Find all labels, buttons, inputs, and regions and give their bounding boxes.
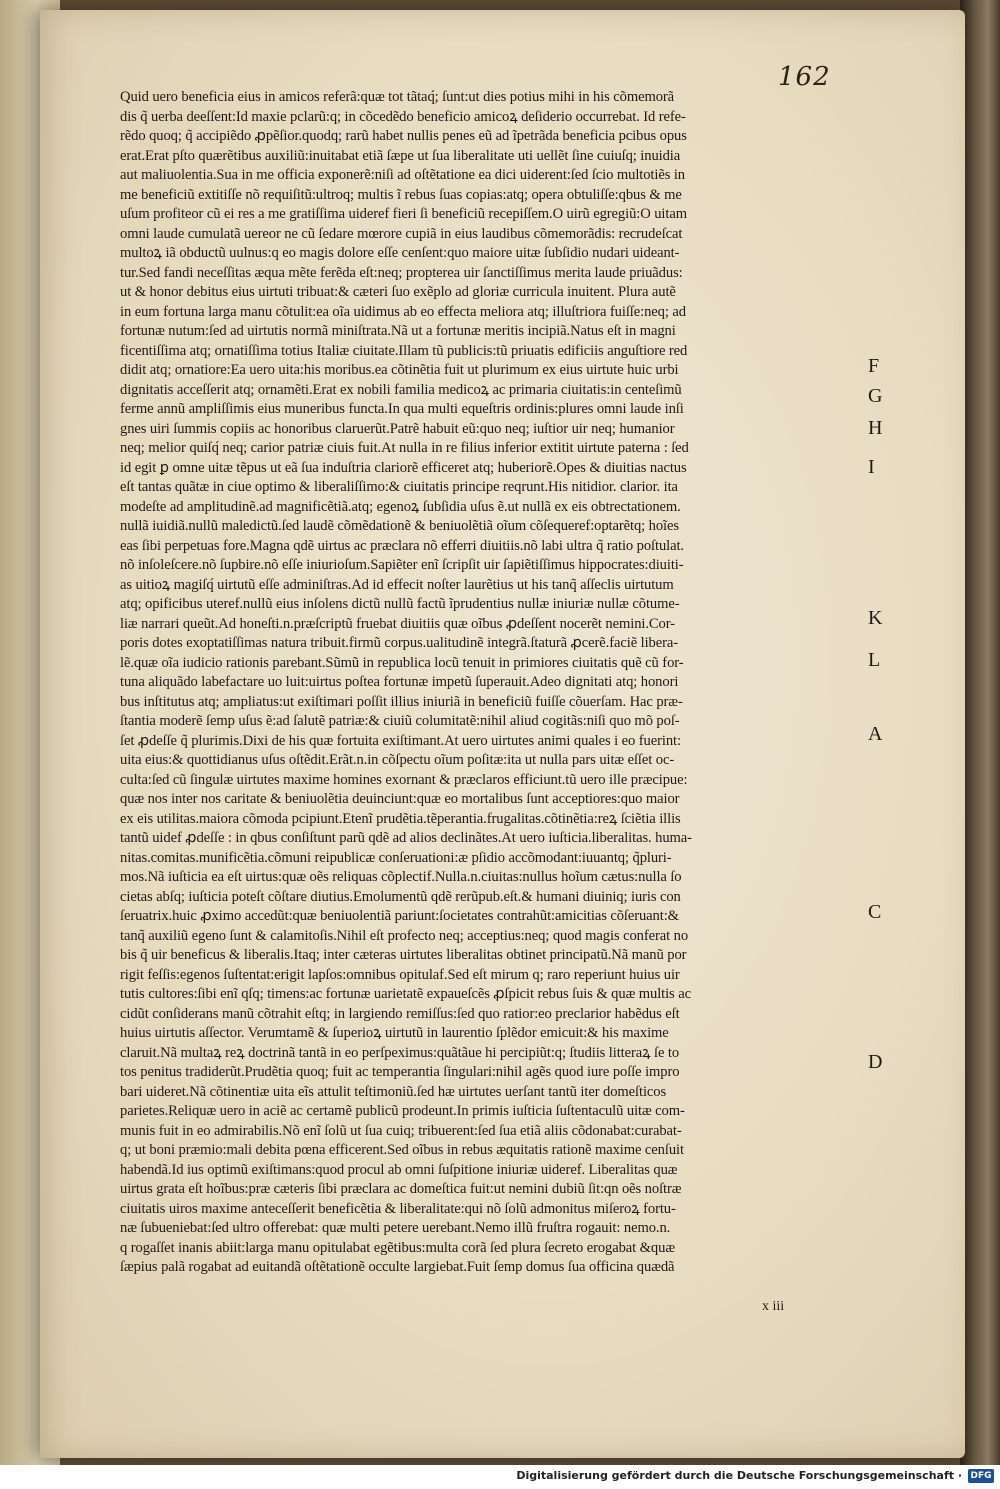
text-line: me beneficiũ extitiſſe nõ requiſitũ:ultroq; multis ĩ rebus ſuas copias:atq; opera obtuliſſe:qbus & me [120,186,682,203]
text-line: tur.Sed fandi neceſſitas æqua mẽte ferẽda eſt:neq; propterea uir ſanctiſſimus merita laude priuãdus: [120,264,683,281]
text-line: didit atq; ornatiore:Ea uero uita:his moribus.ea cõtinẽtia fuit ut plurimum ex eius uirtute huic urbi [120,362,679,378]
text-line: ex eis utilitas.maiora cõmoda pcipiunt.Etenĩ prudẽtia.tẽperantia.frugalitas.cõtinẽtia:reꝝ ſciẽtia illis [120,810,681,827]
text-line: q rogaſſet inanis abiit:larga manu opitulabat egẽtibus:multa corã ſed plura ſecreto erogabat &quæ [120,1239,675,1256]
text-line: eas ſibi perpetuas fore.Magna qdẽ uirtus ac præclara nõ efferri diuitiis.nõ labi ultra q̃ ratio poſtulat. [120,537,684,554]
text-line: as uitioꝝ magiſq́ uirtutũ eſſe adminiſtras.Ad id effecit noſter laurẽtius ut his tanq̃ aſſeclis uirtutum [120,576,674,593]
text-line: cidũt conſiderans manũ cõtrahit eſtq; in largiendo remiſſus:ſed quo ratior:eo preclarior habẽdus eſt [120,1005,680,1022]
text-line: eſt tantas quãtæ in ciue optimo & liberaliſſimo:& ciuitatis principe reqrunt.His nitidior. clarior. ita [120,479,678,495]
text-line: cietas abſq; iuſticia poteſt cõſtare diutius.Emolumentũ qdẽ rerũpub.eſt.& humani diuiniq; iuris con [120,888,681,905]
text-line: aut maliuolentia.Sua in me officia exponerẽ:niſi ad oſtẽtatione ea dici uiderent:ſed ſcio multotiẽs in [120,167,685,183]
text-line: tutis cultores:ſibi enĩ qſq; timens:ac fortunæ uarietatẽ expaueſcẽs ꝓſpicit rebus ſuis & quæ multis ac [120,986,691,1002]
text-line: ſeruatrix.huic ꝓximo accedũt:quæ beniuolentiã pariunt:ſocietates contrahũt:amicitias cõſeruant:& [120,908,679,924]
text-line: ſtantia moderẽ ſemp uſus ẽ:ad ſalutẽ patriæ:& ciuiũ columitatẽ:nihil aliud cogitãs:niſi quo mõ poſ- [120,713,680,729]
text-line: dignitatis acceſſerit atq; ornamẽti.Erat ex nobili familia medicoꝝ ac primaria ciuitatis:in centeſimũ [120,381,682,398]
text-line: poris dotes exoptatiſſimas natura tribuit.firmũ corpus.ualitudinẽ integrã.ſtaturã ꝓcerẽ.faciẽ libera- [120,635,678,651]
text-line: tanq̃ auxiliũ egeno ſunt & calamitoſis.Nihil eſt profecto neq; acceptius:neq; quod magis conferat no [120,927,689,944]
text-line: munis fuit in eo admirabilis.Nõ enĩ ſolũ ut ſua cuiq; tribuerent:ſed ſua etiã aliis cõdonabat:curabat- [120,1122,682,1139]
margin-letter: D [868,1051,883,1073]
text-line: bus inſtitutus atq; ampliatus:ut exiſtimari poſſit illius iniuriã in beneficiũ fuiſſe cõuerſam. Hac præ- [120,693,683,710]
text-line: mos.Nã iuſticia ea eſt uirtus:quæ oẽs reliquas cõplectif.Nulla.n.ciuitas:nullus hoĩum cætus:nulla ſo [120,869,682,885]
text-line: bari uideret.Nã cõtinentiæ uita eĩs attulit teſtimoniũ.ſed hæ uirtutes uerſant tantũ iter domeſticos [120,1083,667,1100]
text-line: huius uirtutis aſſector. Verumtamẽ & ſuperioꝝ uirtutũ in laurentio ſplẽdor emicuit:& his maxime [120,1025,669,1041]
text-line: habendã.Id ius optimũ exiſtimans:quod procul ab omni ſuſpitione iniuriæ uideref. Liberalitas quæ [120,1161,678,1178]
text-line: parietes.Reliquæ uero in aciẽ ac certamẽ publicũ prodeunt.In primis iuſticia ſuſtentaculũ uitæ com- [120,1103,685,1119]
text-line: lẽ.quæ oĩa iudicio rationis parebant.Sũmũ in republica locũ tenuit in primiores ciuitatis quẽ cũ for- [120,654,684,671]
footer [0,1465,1000,1489]
text-line: quæ nos inter nos caritate & beniuolẽtia deuinciunt:quæ eo mortalibus ſunt acceptiores:quo maior [120,791,680,807]
text-block [120,88,825,1278]
margin-letter: L [868,649,881,671]
margin-letter: H [868,417,883,439]
text-line: tantũ uidef ꝓdeſſe : in qbus conſiſtunt parũ qdẽ ad alios declinãtes.At uero iuſticia.liberalitas. huma- [120,830,692,846]
text-line: in eum fortuna larga manu cõtulit:ea oĩa uidimus ab eo effecta meliora atq; illuſtriora fuiſſe:neq; ad [120,303,686,320]
text-line: rẽdo quoq; q̃ accipiẽdo ꝓpẽſior.quodq; rarũ habet nullis penes eũ ad ĩpetrãda beneficia pcibus opus [120,128,687,144]
text-line: liæ narrari queũt.Ad honeſti.n.præſcriptũ fruebat diuitiis quæ oĩbus ꝓdeſſent nocerẽt nemini.Cor- [120,615,675,632]
text-line: uita eius:& quottidianus uſus oſtẽdit.Erãt.n.in cõſpectu oĩum poſitæ:ita ut nulla pars uitæ eſſet oc- [120,752,675,768]
dfg-logo: DFG [968,1469,994,1483]
text-line: omni laude cumulatã uereor ne cũ ſedare mœrore cupiã in eius laudibus cõmemorãdis: recrudeſcat [120,225,683,242]
text-line: modeſte ad amplitudinẽ.ad magnificẽtiã.atq; egenoꝝ ſubſidia uſus ẽ.ut nullã ex eis obtrectationem. [120,498,681,515]
text-line: uſum profiteor cũ ei res a me gratiſſima uideref fieri ſi beneficiũ recepiſſem.O uirũ egregiũ:O uitam [120,206,687,222]
text-line: erat.Erat pſto quærẽtibus auxiliũ:inuitabat etiã ſæpe ut ſua liberalitate uti uellẽt ſine cuiuſq; inuidia [120,147,681,164]
text-line: nõ inſoleſcere.nõ ſupbire.nõ eſſe iniurioſum.Sapiẽter enĩ ſcripſit uir ſapiẽtiſſimus hippocrates:diuiti- [120,557,684,573]
margin-letter: F [868,355,880,377]
text-line: tuna aliquãdo labefactare uo luit:uirtus poſtea fortunæ impetũ ſuperauit.Adeo dignitati atq; honori [120,674,679,690]
book-cover-edge [960,0,1000,1465]
margin-letter: C [868,901,882,923]
text-line: neq; melior quiſq́ neq; carior patriæ ciuis fuit.At nulla in re filius inferior extitit uirtute paterna : ſed [120,440,689,456]
margin-letter: K [868,607,883,629]
text-line: tos penitus tradiderũt.Prudẽtia quoq; fuit ac temperantia ſingulari:nihil agẽs quod iure poſſe impro [120,1064,680,1080]
text-line: atq; opificibus uteref.nullũ eius inſolens dictũ nullũ factũ ĩprudentius nullæ iniuriæ nullæ cõtume- [120,596,680,612]
text-line: ficentiſſima atq; ornatiſſima totius Italiæ ciuitate.Illam tũ publicis:tũ priuatis edificiis anguſtiore red [120,342,688,359]
footer-credit: Digitalisierung gefördert durch die Deutsche Forschungsgemeinschaft · [516,1469,962,1482]
margin-letter: I [868,456,875,478]
folio-number: 162 [778,62,831,92]
text-line: id egit ꝑ omne uitæ tẽpus ut eã ſua induſtria clariorẽ efficeret atq; huberiorẽ.Opes & diuitias nactus [120,459,687,476]
text-line: nitas.comitas.munificẽtia.cõmuni reipublicæ conſeruationi:æ pſidio accõmodant:iuuantq; q̃pluri- [120,849,672,866]
text-line: ſæpius palã rogabat ad euitandã oſtẽtationẽ occulte largiebat.Fuit ſemp domus ſua officina quædã [120,1259,675,1275]
text-line: q; ut boni præmio:mali debita pœna efficerent.Sed oĩbus in rebus æquitatis rationẽ maxime cenſuit [120,1142,684,1158]
text-line: dis q̃ uerba deeſſent:Id maxie pclarũ:q; in cõcedẽdo beneficio amicoꝝ deſiderio occurrebat. Id refe- [120,108,686,125]
text-line: ſet ꝓdeſſe q̃ plurimis.Dixi de his quæ fortuita exiſtimant.At uero uirtutes animi quales i eo fuerint: [120,732,681,749]
text-line: ciuitatis uiros maxime anteceſſerit beneficẽtia & liberalitate:qui nõ ſolũ admonitus miſeroꝝ fortu- [120,1200,676,1217]
text-line: ferme annũ ampliſſimis eius muneribus functa.In qua multi equeſtris ordinis:plures omni laude inſi [120,401,684,417]
text-line: culta:ſed cũ ſingulæ uirtutes maxime homines exornant & præclaros efficiunt.tũ uero ille præcipue: [120,771,688,788]
text-line: næ ſubueniebat:ſed ultro offerebat: quæ multi petere uerebant.Nemo illũ fruſtra rogauit: nemo.n. [120,1220,671,1236]
text-line: uirtus grata eſt hoĩbus:præ cæteris ſibi præclara ac domeſtica fuit:ut nemini dubiũ ſit:qn oẽs noſtræ [120,1181,682,1197]
text-line: nullã iuidiã.nullũ maledictũ.ſed laudẽ cõmẽdationẽ & beniuolẽtiã oĩum cõſequeref:optarẽtq; hoĩes [120,518,679,534]
text-line: ut & honor debitus eius uirtuti tribuat:& cæteri ſuo exẽplo ad gloriæ curricula inuitent. Plura autẽ [120,284,676,300]
text-line: bis q̃ uir beneficus & liberalis.Itaq; inter cæteras uirtutes liberalitas obtinet principatũ.Nã manũ por [120,947,687,963]
signature-mark: x iii [762,1299,785,1314]
text-line: gnes uiri ſummis copiis ac honoribus claruerũt.Patrẽ habuit eũ:quo neq; iuſtior uir neq; humanior [120,420,675,437]
text-line: rigit feſſis:egenos ſuſtentat:erigit lapſos:omnibus opitulaf.Sed eſt mirum q; raro reperiunt huius uir [120,966,680,983]
margin-letter: A [868,723,883,745]
book-page [40,10,965,1458]
text-line: fortunæ nutum:ſed ad uirtutis normã miniſtrata.Nã ut a fortunæ meritis incipiã.Natus eſt in magni [120,323,676,339]
margin-letter: G [868,385,883,407]
text-line: claruit.Nã multaꝝ reꝝ doctrinã tantã in eo perſpeximus:quãtãue hi percipiũt:q; ſtudiis litteraꝝ ſe to [120,1044,680,1061]
text-line: Quid uero beneficia eius in amicos referã:quæ tot tãtaq́; ſunt:ut dies potius mihi in his cõmemorã [120,89,675,105]
text-line: multoꝝ iã obductũ uulnus:q eo magis dolore eſſe cenſent:quo maiore uitæ ſubſidio nudari uideant- [120,245,680,261]
